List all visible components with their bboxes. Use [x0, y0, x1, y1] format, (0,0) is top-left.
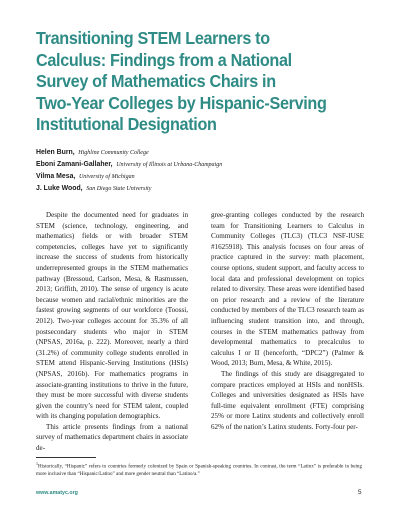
title-line: Two-Year Colleges by Hispanic-Serving [36, 92, 327, 113]
author-name: Vilma Mesa, [36, 173, 76, 180]
author-entry [36, 171, 366, 183]
footnote-text: Historically, “Hispanic” refers to countries formerly colonized by Spain or Spanish-speaking countries. In contrast, the term “Latinx” is preferable in being more inclusive than “Hispanic/Latino” and more gender neutral than “Latino/a.” [36, 463, 362, 478]
author-entry [36, 183, 366, 195]
body-column-right [211, 210, 364, 432]
body-paragraph: This article presents findings from a national survey of mathematics department chairs in associate de- [36, 422, 188, 453]
author-name: Helen Burn, [36, 149, 75, 156]
title-line: Survey of Mathematics Chairs in [36, 71, 276, 91]
footnote-divider [36, 457, 96, 458]
author-affiliation: San Diego State University [86, 186, 152, 192]
body-column-left [36, 210, 188, 454]
title-line: Institutional Designation [36, 114, 217, 134]
footnote-marker: 1 [36, 461, 38, 466]
body-paragraph: The findings of this study are disaggregated to compare practices employed at HSIs and nonHSIs. Colleges and universities designated as HSIs have full-time equivalent enrollment (FTE) comprising 25% or more Latinx students and collectively enroll 62% of the nation’s Latinx students. Forty-four per- [211, 369, 364, 431]
author-affiliation: Highline Community College [78, 150, 149, 156]
author-entry [36, 159, 366, 171]
author-name: Eboni Zamani-Gallaher, [36, 161, 113, 168]
title-line: Transitioning STEM Learners to [36, 28, 270, 48]
body-paragraph: gree-granting colleges conducted by the research team for Transitioning Learners to Calculus in Community Colleges (TLC3) (TLC3 NSF-IUSE #1625918). This analysis focuses on four areas of practice captured in the survey: math placement, course options, student support, and faculty access to local data and professional development on topics related to diversity. These areas were identified based on prior research and a review of the literature conducted by members of the TLC3 research team as influencing student transition into, and through, courses in the STEM mathematics pathway from developmental mathematics to precalculus to calculus I or II (henceforth, “DPC2”) (Palmer & Wood, 2013; Burn, Mesa, & White, 2015). [211, 211, 364, 368]
author-affiliation: University of Michigan [78, 174, 135, 180]
article-title [36, 28, 352, 136]
author-entry [36, 147, 366, 159]
page-number: 5 [358, 489, 362, 496]
footer-url: www.amatyc.org [36, 490, 78, 496]
footnote [36, 460, 362, 479]
author-affiliation: University of Illinois at Urbana-Champaign [116, 162, 223, 168]
body-paragraph: Despite the documented need for graduates in STEM (science, technology, engineering, and mathematics) fields or with broader STEM competencies, colleges have yet to significantly increase the success of students from historically underrepresented groups in the STEM mathematics pathway (Bressoud, Carlson, Mesa, & Rasmussen, 2013; Griffith, 2010). The sense of urgency is acute because women and racial/ethnic minorities are the fastest growing segments of our workforce (Toossi, 2012). Two-year colleges account for 35.3% of all postsecondary students who major in STEM (NPSAS, 2016a, p. 222). Moreover, nearly a third (31.2%) of community college students enrolled in STEM attend Hispanic-Serving Institutions (HSIs) (NPSAS, 2016b). For mathematics programs in associate-granting institutions to thrive in the future, they must be more successful with diverse students given the country’s need for STEM talent, coupled with its changing population demographics. [36, 211, 188, 421]
author-list [36, 147, 366, 195]
title-line: Calculus: Findings from a National [36, 49, 292, 70]
author-name: J. Luke Wood, [36, 185, 83, 192]
